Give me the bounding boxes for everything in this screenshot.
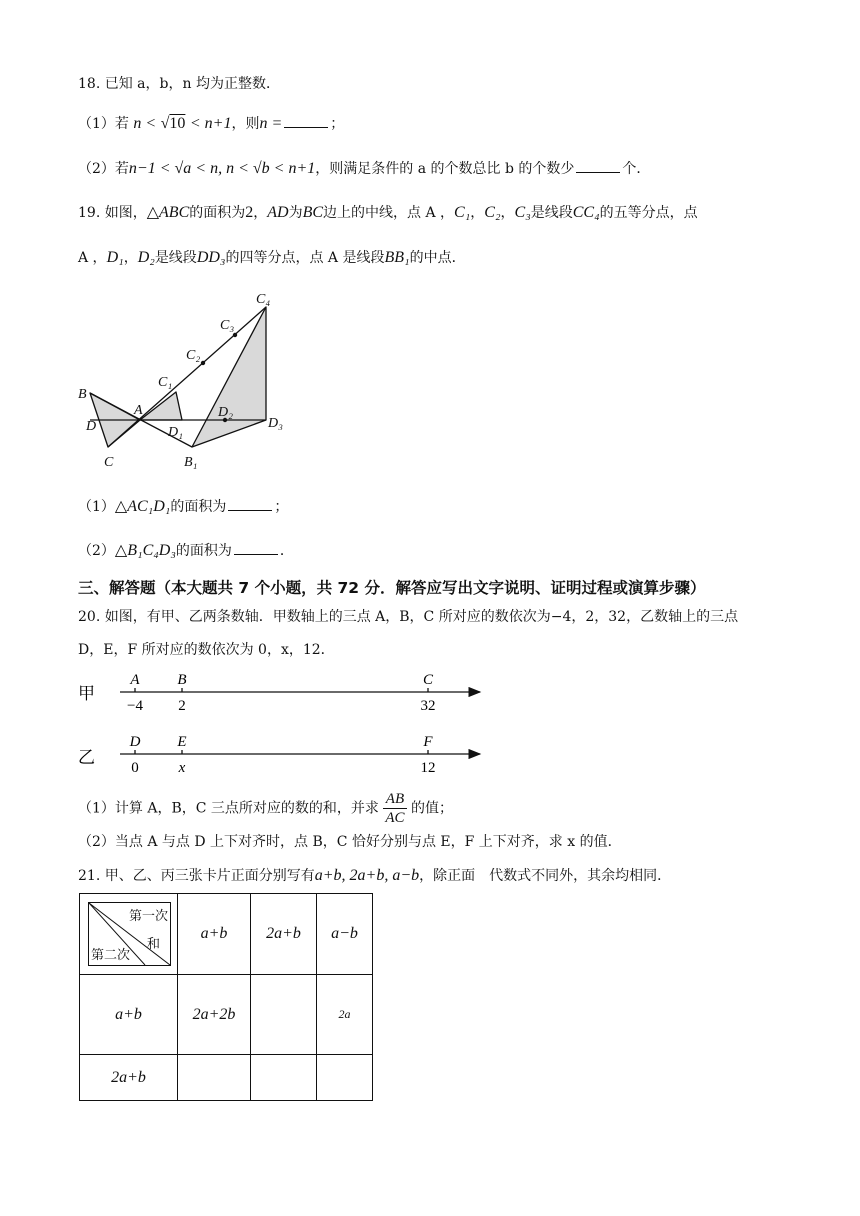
q19-line1	[78, 203, 698, 223]
q18-p2-prefix: （2）若	[78, 161, 129, 177]
point-c2	[201, 361, 205, 365]
q20-p1-end: 的值；	[411, 800, 453, 817]
table-cell[interactable]	[317, 1055, 373, 1101]
label-c: C	[104, 455, 114, 470]
table-corner-cell	[80, 894, 178, 975]
q19-p2-tri: △B₁C₄D₃	[114, 542, 176, 559]
fraction-numerator: AB	[383, 790, 406, 809]
q20-line2: D，E，F 所对应的数依次为 0，x，12．	[78, 642, 335, 658]
q18-part1	[78, 113, 344, 134]
q19-t: 边上的中线，点 A ，	[323, 205, 455, 221]
q19-t: 是线段	[530, 205, 573, 221]
label-c3: C₃	[220, 318, 235, 333]
label-c4: C₄	[256, 292, 271, 307]
axis1-value-b: 2	[178, 698, 186, 714]
label-d2: D₂	[218, 405, 233, 420]
corner-second-label: 第二次	[91, 948, 131, 963]
q19-t: D₂	[137, 249, 155, 266]
q18-p1-then: ，则	[231, 116, 260, 132]
q19-p2-prefix: （2）	[78, 543, 115, 559]
axis1-value-c: 32	[420, 698, 436, 714]
point-c3	[233, 333, 237, 337]
q19-t: 19. 如图，	[78, 205, 147, 221]
q18-p2-end: 个．	[622, 161, 651, 177]
col-header: a−b	[317, 894, 373, 975]
q19-t: A ，	[78, 250, 107, 266]
axis2-value-d: 0	[131, 760, 139, 776]
corner-box	[88, 902, 171, 966]
q19-t: ，	[123, 250, 138, 266]
section-3-heading: 三、解答题（本大题共 7 个小题，共 72 分．解答应写出文字说明、证明过程或演算步骤）	[78, 579, 706, 597]
table-cell[interactable]: 2a	[317, 975, 373, 1055]
q19-t: △ABC	[146, 204, 190, 221]
q19-figure	[70, 285, 300, 475]
q19-t: 是线段	[154, 250, 197, 266]
q20-part2: （2）当点 A 与点 D 上下对齐时，点 B，C 恰好分别与点 E，F 上下对齐，求 x 的值．	[78, 834, 622, 850]
row-header: a+b	[80, 975, 178, 1055]
answer-blank[interactable]	[284, 113, 328, 128]
axis2-label-d: D	[129, 734, 141, 750]
q18-p2-text: ，则满足条件的 a 的个数总比 b 的个数少	[315, 161, 575, 177]
q19-p1-text: 的面积为	[170, 499, 227, 515]
q19-t: 的面积为	[189, 205, 246, 221]
q19-p2-end: ．	[279, 543, 294, 559]
q18-stem: 18. 已知 a，b，n 均为正整数．	[78, 76, 280, 92]
q19-t: DD₃	[196, 249, 226, 266]
col-header: a+b	[178, 894, 251, 975]
corner-first-label: 第一次	[128, 909, 168, 924]
table-cell[interactable]	[251, 975, 317, 1055]
q20-line1: 20. 如图，有甲、乙两条数轴．甲数轴上的三点 A，B，C 所对应的数依次为−4，2，32，乙数轴上的三点	[78, 609, 739, 625]
q19-t: ，	[500, 205, 515, 221]
q21-text: 21. 甲、乙、丙三张卡片正面分别写有	[78, 868, 315, 884]
q21-expr: a+b, 2a+b, a−b	[314, 867, 420, 884]
axis1-label-b: B	[177, 672, 187, 688]
row-header: 2a+b	[80, 1055, 178, 1101]
fraction-ab-ac	[383, 790, 406, 827]
q19-t: C₁	[454, 204, 471, 221]
label-d1: D₁	[168, 425, 183, 440]
axis1-label-a: A	[130, 672, 140, 688]
answer-blank[interactable]	[234, 540, 278, 555]
q19-t: BB₁	[384, 249, 410, 266]
q20-p1-text: （1）计算 A，B，C 三点所对应的数的和，并求	[78, 800, 379, 817]
q18-p1-end: ；	[330, 116, 345, 132]
q19-t: D₁	[106, 249, 124, 266]
axis2-label-e: E	[177, 734, 187, 750]
q18-p1-prefix: （1）若	[78, 116, 129, 132]
q20-part1	[78, 790, 453, 827]
q18-p2-expr: n−1 < √a < n, n < √b < n+1	[128, 160, 316, 177]
axis2-value-f: 12	[420, 760, 436, 776]
q19-t: 的中点．	[409, 250, 466, 266]
q19-t: BC	[302, 204, 324, 221]
q19-t: 2	[245, 204, 254, 221]
axis2-label-f: F	[423, 734, 433, 750]
label-b1: B₁	[184, 455, 198, 470]
label-d: D	[86, 419, 97, 434]
label-d3: D₃	[268, 416, 283, 431]
table-cell[interactable]	[251, 1055, 317, 1101]
axis1-name: 甲	[78, 684, 95, 703]
q19-t: ，	[470, 205, 485, 221]
fraction-denominator: AC	[385, 810, 405, 826]
q18-sqrt: √10	[160, 115, 186, 132]
q18-part2	[78, 158, 650, 179]
q19-line2	[78, 248, 466, 268]
q21-line1	[78, 866, 671, 886]
q19-t: CC₄	[572, 204, 600, 221]
q19-p2-text: 的面积为	[175, 543, 232, 559]
q19-p1-tri: △AC₁D₁	[114, 498, 171, 515]
q20-number-lines	[70, 665, 490, 785]
q19-t: C₂	[484, 204, 501, 221]
q18-sqrt-value: 10	[169, 115, 186, 132]
axis2-value-e: x	[178, 760, 186, 776]
answer-blank[interactable]	[228, 496, 272, 511]
q19-t: ，	[253, 205, 268, 221]
q18-p1-expr-a: n <	[133, 115, 157, 132]
q19-t: 的四等分点，点 A 是线段	[225, 250, 385, 266]
triangle-ac1d1	[140, 392, 182, 420]
q19-p1-end: ；	[274, 499, 289, 515]
axis1-label-c: C	[422, 672, 434, 688]
table-cell[interactable]: 2a+2b	[178, 975, 251, 1055]
q19-part2	[78, 540, 294, 561]
axis1-value-a: −4	[127, 698, 143, 714]
q18-p1-expr-b: < n+1	[189, 115, 232, 132]
label-a: A	[134, 403, 143, 418]
label-c1: C₁	[158, 375, 173, 390]
label-b: B	[78, 387, 87, 402]
q19-t: AD	[267, 204, 289, 221]
corner-sum-label: 和	[146, 937, 160, 952]
q18-p1-n: n =	[259, 115, 283, 132]
q19-p1-prefix: （1）	[78, 499, 115, 515]
q21-text-end: ，除正面 代数式不同外，其余均相同．	[419, 868, 672, 884]
answer-blank[interactable]	[576, 158, 620, 173]
q21-table	[79, 893, 373, 1101]
q19-t: 为	[288, 205, 303, 221]
axis2-name: 乙	[78, 748, 95, 767]
q19-part1	[78, 496, 288, 517]
col-header: 2a+b	[251, 894, 317, 975]
label-c2: C₂	[186, 348, 201, 363]
table-cell[interactable]	[178, 1055, 251, 1101]
q19-t: C₃	[514, 204, 531, 221]
q19-t: 的五等分点，点	[599, 205, 698, 221]
